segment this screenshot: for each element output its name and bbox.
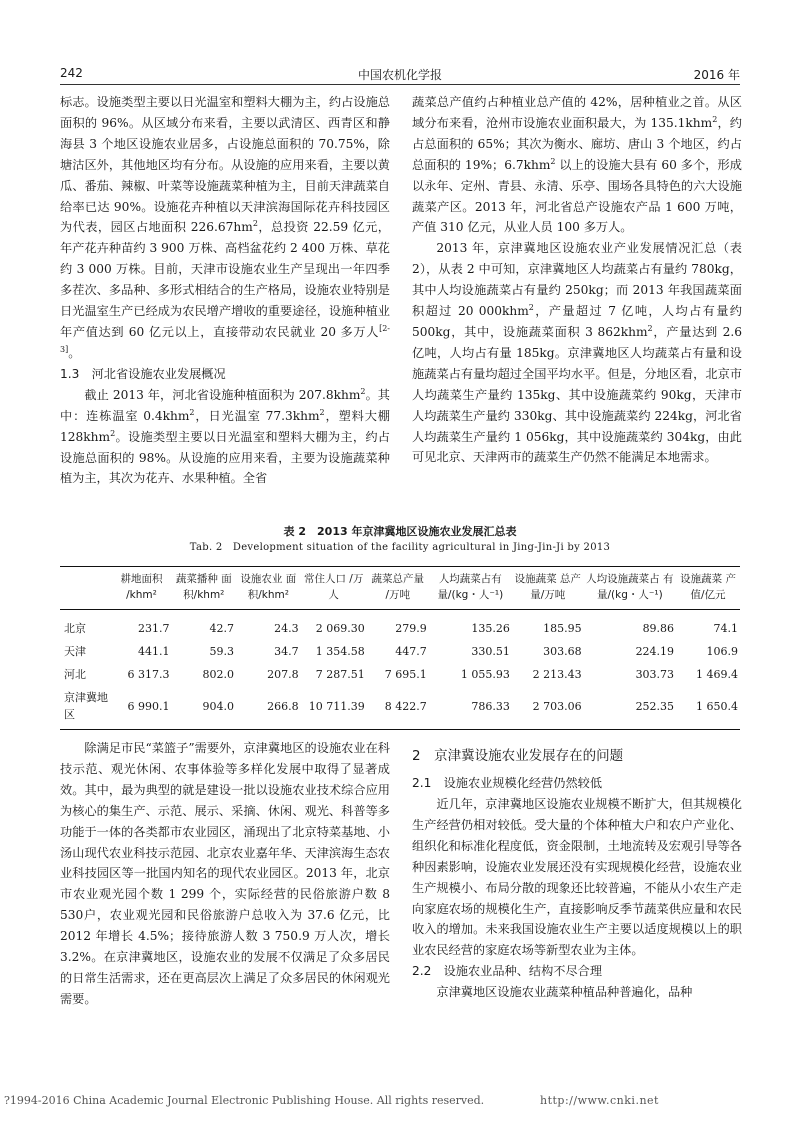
table-header-cell: 蔬菜播种 面积/khm² bbox=[172, 567, 237, 610]
table-cell: 135.26 bbox=[471, 622, 510, 635]
table-cell: 279.9 bbox=[395, 622, 427, 635]
table-cell: 266.8 bbox=[236, 686, 301, 730]
table-cell: 252.35 bbox=[584, 686, 676, 730]
data-table bbox=[60, 566, 740, 730]
running-header bbox=[60, 64, 740, 85]
paragraph-summary: 2013 年，京津冀地区设施农业产业发展情况汇总（表 2），从表 2 中可知，京津冀地区人均蔬菜占有量约 780kg，其中人均设施蔬菜占有量约 250kg；而 2013 年我国蔬菜面积超过 20 000khm$^2$，产量超过 7 亿吨，人均占有量约 500kg，其中，设施蔬菜面积 3 862khm$^2$，产量达到 2.6 亿吨，人均占有量 185kg。京津冀地区人均蔬菜占有量和设施蔬菜占有量均超过全国平均水平。但是，分地区看，北京市人均蔬菜生产量约 135kg、其中设施蔬菜约 90kg，天津市人均蔬菜生产量约 330kg、其中设施蔬菜约 224kg，河北省人均蔬菜生产量约 1 056kg，其中设施蔬菜约 304kg，由此可见北京、天津两市的蔬菜生产仍然不能满足本地需求。 bbox=[412, 241, 742, 465]
table-cell: 303.68 bbox=[543, 645, 582, 658]
table-cell: 303.73 bbox=[635, 668, 675, 681]
paragraph-varieties: 京津冀地区设施农业蔬菜种植品种普遍化，品种 bbox=[436, 985, 693, 1000]
publication-year: 2016 年 bbox=[693, 68, 740, 82]
table-cell: 904.0 bbox=[172, 686, 237, 730]
paragraph-hebei-cont: 蔬菜总产值约占种植业总产值的 42%，居种植业之首。从区域分布来看，沧州市设施农业面积最大，为 135.1khm$^2$，约占总面积的 65%；其次为衡水、廊坊、唐山 3 个地区，约占总面积的 19%；6.7khm$^2$ 以上的设施大县有 60 多个，形成以永年、定州、青县、永清、乐亭、围场各具特色的六大设施蔬菜产区。2013 年，河北省总产设施农产品 1 600 万吨，产值 310 亿元，从业人员 100 多万人。 bbox=[412, 95, 742, 235]
left-column-upper bbox=[60, 92, 390, 489]
table-row bbox=[60, 686, 740, 730]
paragraph-urban-agriculture: 除满足市民“菜篮子”需要外，京津冀地区的设施农业在科技示范、观光休闲、农事体验等多样化发展中取得了显著成效。其中，最为典型的就是建设一批以设施农业技术综合应用为核心的集生产、示范、展示、采摘、休闲、观光、科普等多功能于一体的各类都市农业园区，涌现出了北京特菜基地、小汤山现代农业科技示范园、北京农业嘉年华、天津滨海生态农业科技园区等一批国内知名的现代农业园区。2013 年，北京市农业观光园个数 1 299 个，实际经营的民俗旅游户数 8 530户，农业观光园和民俗旅游户总收入为 37.6 亿元，比 2012 年增长 4.5%；接待旅游人数 3 750.9 万人次，增长 3.2%。在京津冀地区，设施农业的发展不仅满足了众多居民的日常生活需求，还在更高层次上满足了众多居民的休闲观光需要。 bbox=[60, 741, 390, 1006]
table-cell: 1 055.93 bbox=[460, 668, 510, 681]
table-cell: 42.7 bbox=[209, 622, 235, 635]
table-header-cell: 设施蔬菜 总产量/万吨 bbox=[512, 567, 584, 610]
table-cell: 231.7 bbox=[138, 622, 170, 635]
table-cell: 6 317.3 bbox=[127, 668, 170, 681]
footer-url: http://www.cnki.net bbox=[540, 1094, 659, 1107]
table-cell: 7 287.51 bbox=[315, 668, 365, 681]
table-cell: 89.86 bbox=[642, 622, 675, 635]
table-row bbox=[60, 663, 740, 686]
table-header-cell: 常住人口 /万人 bbox=[301, 567, 367, 610]
table-cell: 224.19 bbox=[635, 645, 675, 658]
table-cell: 1 469.4 bbox=[696, 668, 738, 681]
table-header-row bbox=[60, 567, 740, 610]
section-heading-2-2: 2.2 设施农业品种、结构不尽合理 bbox=[412, 964, 603, 979]
section-heading-1-3: 1.3 河北省设施农业发展概况 bbox=[60, 366, 226, 381]
table-cell: 59.3 bbox=[209, 645, 235, 658]
paragraph-tianjin: 标志。设施类型主要以日光温室和塑料大棚为主，约占设施总面积的 96%。从区域分布来看，主要以武清区、西青区和静海县 3 个地区设施农业居多，占设施总面积的 70.75%，除塘沽区外，其他地区均有分布。从设施的应用来看，主要以黄瓜、番茄、辣椒、叶菜等设施蔬菜种植为主，目前天津蔬菜自给率已达 90%。设施花卉种植以天津滨海国际花卉科技园区为代表，园区占地面积 $226.67hm^2$，总投资 22.59 亿元，年产花卉种苗约 3 900 万株、高档盆花约 2 400 万株、草花约 3 000 万株。目前，天津市设施农业生产呈现出一年四季多茬次、多品种、多形式相结合的生产格局，设施农业特别是日光温室生产已经成为农民增产增收的重要途径，设施种植业年产值达到 60 亿元以上，直接带动农民就业 20 多万人[2-3]。 bbox=[60, 95, 390, 360]
table-row bbox=[60, 610, 740, 641]
journal-name: 中国农机化学报 bbox=[357, 68, 442, 82]
table-header-cell: 耕地面积 /khm² bbox=[111, 567, 171, 610]
table-header-cell: 人均蔬菜占有 量/(kg・人⁻¹) bbox=[429, 567, 512, 610]
table-row bbox=[60, 640, 740, 663]
table-cell: 74.1 bbox=[713, 622, 738, 635]
paragraph-hebei: 截止 2013 年，河北省设施种植面积为 207.8khm$^2$。其中：连栋温室 0.4khm$^2$，日光温室 77.3khm$^2$，塑料大棚 128khm$^2$。设施类型主要以日光温室和塑料大棚为主，约占设施总面积的 98%。从设施的应用来看，主要为设施蔬菜种植为主，其次为花卉、水果种植。全省 bbox=[60, 386, 390, 486]
table-cell: 1 354.58 bbox=[315, 645, 365, 658]
table-cell-region: 北京 bbox=[64, 622, 86, 635]
table-cell: 2 703.06 bbox=[512, 686, 584, 730]
table-header-cell: 设施蔬菜 产值/亿元 bbox=[676, 567, 740, 610]
table-caption-zh: 表 2 2013 年京津冀地区设施农业发展汇总表 bbox=[283, 525, 517, 538]
table-cell: 2 213.43 bbox=[532, 668, 582, 681]
table-cell: 185.95 bbox=[543, 622, 582, 635]
table-cell: 34.7 bbox=[274, 645, 299, 658]
table-cell-region: 河北 bbox=[64, 668, 86, 681]
table-cell-region: 天津 bbox=[64, 645, 86, 658]
page-number: 242 bbox=[60, 66, 83, 80]
page-footer bbox=[0, 1092, 800, 1112]
table-cell: 330.51 bbox=[471, 645, 510, 658]
table-caption bbox=[60, 524, 740, 556]
table-cell: 802.0 bbox=[202, 668, 235, 681]
section-heading-2: 2 京津冀设施农业发展存在的问题 bbox=[412, 748, 624, 764]
table-cell: 447.7 bbox=[395, 645, 427, 658]
table-cell: 6 990.1 bbox=[111, 686, 171, 730]
copyright-notice: ?1994-2016 China Academic Journal Electronic Publishing House. All rights reserved. bbox=[4, 1094, 485, 1107]
table-cell: 786.33 bbox=[429, 686, 512, 730]
right-column-upper bbox=[412, 92, 742, 468]
left-column-lower bbox=[60, 738, 390, 1010]
table-cell: 2 069.30 bbox=[315, 622, 365, 635]
table-cell: 24.3 bbox=[274, 622, 299, 635]
table-cell: 1 650.4 bbox=[676, 686, 740, 730]
table-cell: 10 711.39 bbox=[301, 686, 367, 730]
table-cell: 106.9 bbox=[706, 645, 738, 658]
table-cell: 7 695.1 bbox=[384, 668, 427, 681]
table-header-cell: 蔬菜总产量 /万吨 bbox=[367, 567, 429, 610]
citation-ref: [2-3] bbox=[60, 323, 390, 354]
table-header-cell: 人均设施蔬菜占 有量/(kg・人⁻¹) bbox=[584, 567, 676, 610]
right-column-lower bbox=[412, 741, 742, 1003]
table-cell-region: 京津冀地区 bbox=[60, 686, 111, 730]
table-cell: 8 422.7 bbox=[367, 686, 429, 730]
table-caption-en: Tab. 2 Development situation of the facility agricultural in Jing-Jin-Ji by 2013 bbox=[189, 542, 611, 553]
table-header-cell: 设施农业 面积/khm² bbox=[236, 567, 301, 610]
section-heading-2-1: 2.1 设施农业规模化经营仍然较低 bbox=[412, 776, 603, 790]
table-header-cell bbox=[60, 567, 111, 610]
table-cell: 207.8 bbox=[267, 668, 299, 681]
table-cell: 441.1 bbox=[138, 645, 170, 658]
paragraph-scale: 近几年，京津冀地区设施农业规模不断扩大，但其规模化生产经营仍相对较低。受大量的个体种植大户和农户产业化、组织化和标准化程度低，资金限制，土地流转及宏观引导等各种因素影响，设施农业发展还没有实现规模化经营，设施农业生产规模小、布局分散的现象还比较普遍，不能从小农生产走向家庭农场的规模化生产，直接影响反季节蔬菜供应量和农民收入的增加。未来我国设施农业生产主要以适度规模以上的职业农民经营的家庭农场等新型农业为主体。 bbox=[412, 797, 742, 958]
